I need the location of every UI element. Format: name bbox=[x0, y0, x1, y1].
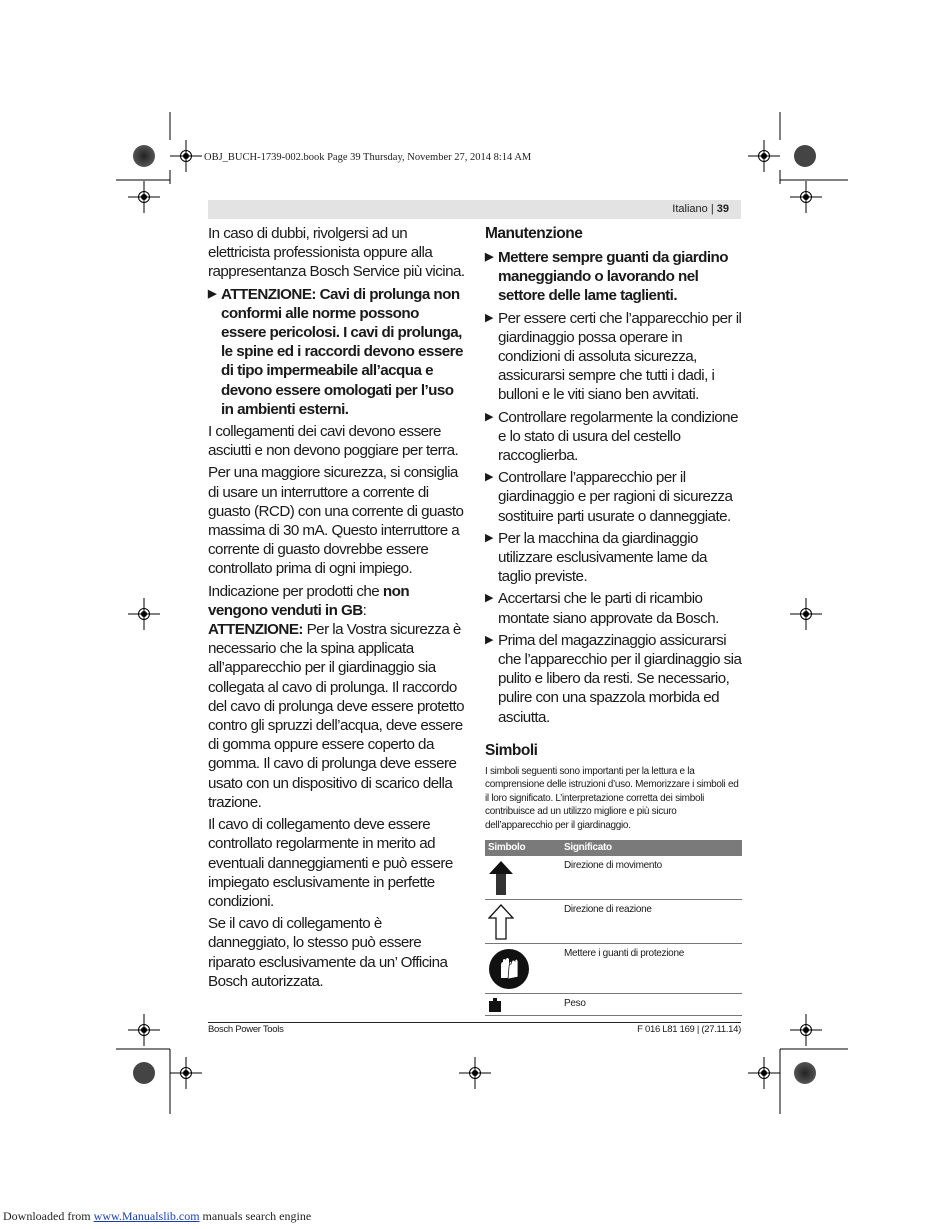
bullet-text: Per la macchina da giardinaggio utilizzare esclusivamente lame da taglio previste. bbox=[498, 529, 707, 586]
meaning-cell: Direzione di movimento bbox=[561, 856, 742, 900]
meaning-cell: Direzione di reazione bbox=[561, 899, 742, 943]
symbols-intro: I simboli seguenti sono importanti per la lettura e la comprensione delle istruzioni d’uso. Memorizzare i simboli ed il loro significato. L’interpretazione corretta dei simboli contribuisce ad un utilizzo migliore e più sicuro dell’apparecchio per il giardinaggio. bbox=[485, 765, 739, 831]
paragraph: Se il cavo di collegamento è danneggiato, lo stesso può essere riparato esclusivamente da un’ Officina Bosch autorizzata. bbox=[208, 915, 448, 990]
arrow-up-outline-icon bbox=[488, 904, 514, 940]
table-row bbox=[485, 943, 742, 993]
paragraph: Il cavo di collegamento deve essere controllato regolarmente in merito ad eventuali danneggiamenti e può essere impiegato esclusivamente in perfette condizioni. bbox=[208, 816, 453, 910]
credit-prefix: Downloaded from bbox=[3, 1209, 94, 1223]
credit-suffix: manuals search engine bbox=[199, 1209, 312, 1223]
bullet-text: Controllare regolarmente la condizione e lo stato di usura del cestello raccoglierba. bbox=[498, 408, 738, 465]
running-header bbox=[208, 200, 741, 219]
weight-icon bbox=[488, 998, 502, 1012]
registration-dot bbox=[133, 145, 155, 167]
note-colon: : bbox=[362, 601, 367, 619]
note-bold: non vengono venduti in GB bbox=[208, 582, 410, 619]
download-credit bbox=[3, 1209, 311, 1224]
manualslib-link[interactable]: www.Manualslib.com bbox=[93, 1209, 200, 1223]
bullet-text: Accertarsi che le parti di ricambio montate siano approvate da Bosch. bbox=[498, 590, 719, 627]
paragraph-gb-note bbox=[208, 582, 466, 620]
arrow-up-filled-icon bbox=[488, 860, 514, 896]
footer-doc-number: F 016 L81 169 | (27.11.14) bbox=[637, 1024, 741, 1035]
bullet-arrow-icon: ▶ bbox=[208, 287, 216, 300]
table-row bbox=[485, 899, 742, 943]
footer-rule bbox=[208, 1022, 741, 1023]
paragraph-attention bbox=[208, 620, 466, 812]
paragraph: In caso di dubbi, rivolgersi ad un elettricista professionista oppure alla rappresentanza Bosch Service più vicina. bbox=[208, 225, 465, 281]
meaning-cell: Peso bbox=[561, 993, 742, 1015]
header-language: Italiano bbox=[672, 203, 708, 215]
maintenance-bullet bbox=[485, 309, 742, 405]
table-row bbox=[485, 993, 742, 1015]
attention-label: ATTENZIONE: bbox=[208, 621, 303, 639]
left-column bbox=[208, 224, 466, 994]
note-text: Indicazione per prodotti che bbox=[208, 582, 383, 600]
gloves-icon bbox=[488, 948, 530, 990]
print-header: OBJ_BUCH-1739-002.book Page 39 Thursday, November 27, 2014 8:14 AM bbox=[204, 152, 532, 163]
bullet-arrow-icon: ▶ bbox=[485, 592, 493, 605]
registration-dot bbox=[794, 1062, 816, 1084]
paragraph: I collegamenti dei cavi devono essere asciutti e non devono poggiare per terra. bbox=[208, 423, 459, 460]
symbols-table bbox=[485, 840, 742, 1016]
bullet-text: Mettere sempre guanti da giardino maneggiando o lavorando nel settore delle lame taglienti. bbox=[498, 249, 728, 305]
bullet-arrow-icon: ▶ bbox=[485, 633, 493, 646]
bullet-arrow-icon: ▶ bbox=[485, 251, 493, 263]
footer-publisher: Bosch Power Tools bbox=[208, 1024, 284, 1035]
attention-text: Per la Vostra sicurezza è necessario che la spina applicata all’apparecchio per il giardinaggio sia collegata al cavo di prolunga. Il raccordo del cavo di prolunga deve essere protetto contro gli spruzzi dell’acqua, deve essere di gomma oppure essere coperto da gomma. Il cavo di prolunga deve essere usato con un dispositivo di scarico della trazione. bbox=[208, 621, 465, 811]
right-column bbox=[485, 224, 742, 1016]
bullet-text: Prima del magazzinaggio assicurarsi che l’apparecchio per il giardinaggio sia pulito e libero da resti. Se necessario, pulire con una spazzola morbida ed asciutta. bbox=[498, 631, 742, 726]
header-separator: | bbox=[707, 203, 717, 215]
bullet-arrow-icon: ▶ bbox=[485, 410, 493, 423]
paragraph: Per una maggiore sicurezza, si consiglia di usare un interruttore a corrente di guasto (RCD) con una corrente di guasto massima di 30 mA. Questo interruttore a corrente di guasto dovrebbe essere controllato prima di ogni impiego. bbox=[208, 464, 464, 578]
table-row bbox=[485, 856, 742, 900]
table-header-row bbox=[485, 840, 742, 856]
registration-dot bbox=[133, 1062, 155, 1084]
symbol-cell bbox=[485, 993, 561, 1015]
symbol-cell bbox=[485, 943, 561, 993]
symbol-cell bbox=[485, 856, 561, 900]
maintenance-heading: Manutenzione bbox=[485, 225, 583, 242]
meaning-cell: Mettere i guanti di protezione bbox=[561, 943, 742, 993]
bullet-text: Controllare l’apparecchio per il giardinaggio e per ragioni di sicurezza sostituire parti usurate o danneggiate. bbox=[498, 469, 733, 525]
maintenance-bullet bbox=[485, 589, 742, 627]
page-number: 39 bbox=[716, 203, 729, 215]
maintenance-bullet bbox=[485, 468, 742, 526]
header-text bbox=[672, 203, 729, 215]
column-header-symbol: Simbolo bbox=[485, 840, 561, 856]
symbols-heading: Simboli bbox=[485, 741, 538, 759]
bullet-arrow-icon: ▶ bbox=[485, 311, 493, 324]
maintenance-bullet bbox=[485, 529, 742, 587]
bullet-arrow-icon: ▶ bbox=[485, 531, 493, 544]
registration-dot bbox=[794, 145, 816, 167]
column-header-meaning: Significato bbox=[561, 840, 742, 856]
bullet-text: Per essere certi che l’apparecchio per il giardinaggio possa operare in condizioni di assoluta sicurezza, assicurarsi sempre che tutti i dadi, i bulloni e le viti siano ben avvitati. bbox=[498, 309, 742, 404]
maintenance-bullet bbox=[485, 248, 742, 306]
bullet-arrow-icon: ▶ bbox=[485, 471, 493, 484]
symbol-cell bbox=[485, 899, 561, 943]
maintenance-bullet bbox=[485, 408, 742, 466]
warning-text: ATTENZIONE: Cavi di prolunga non conformi alle norme possono essere pericolosi. I cavi di prolunga, le spine ed i raccordi devono essere di tipo impermeabile all’acqua e devono essere omologati per l’uso in ambienti esterni. bbox=[221, 285, 463, 418]
warning-bullet bbox=[208, 285, 466, 419]
maintenance-bullet bbox=[485, 631, 742, 727]
